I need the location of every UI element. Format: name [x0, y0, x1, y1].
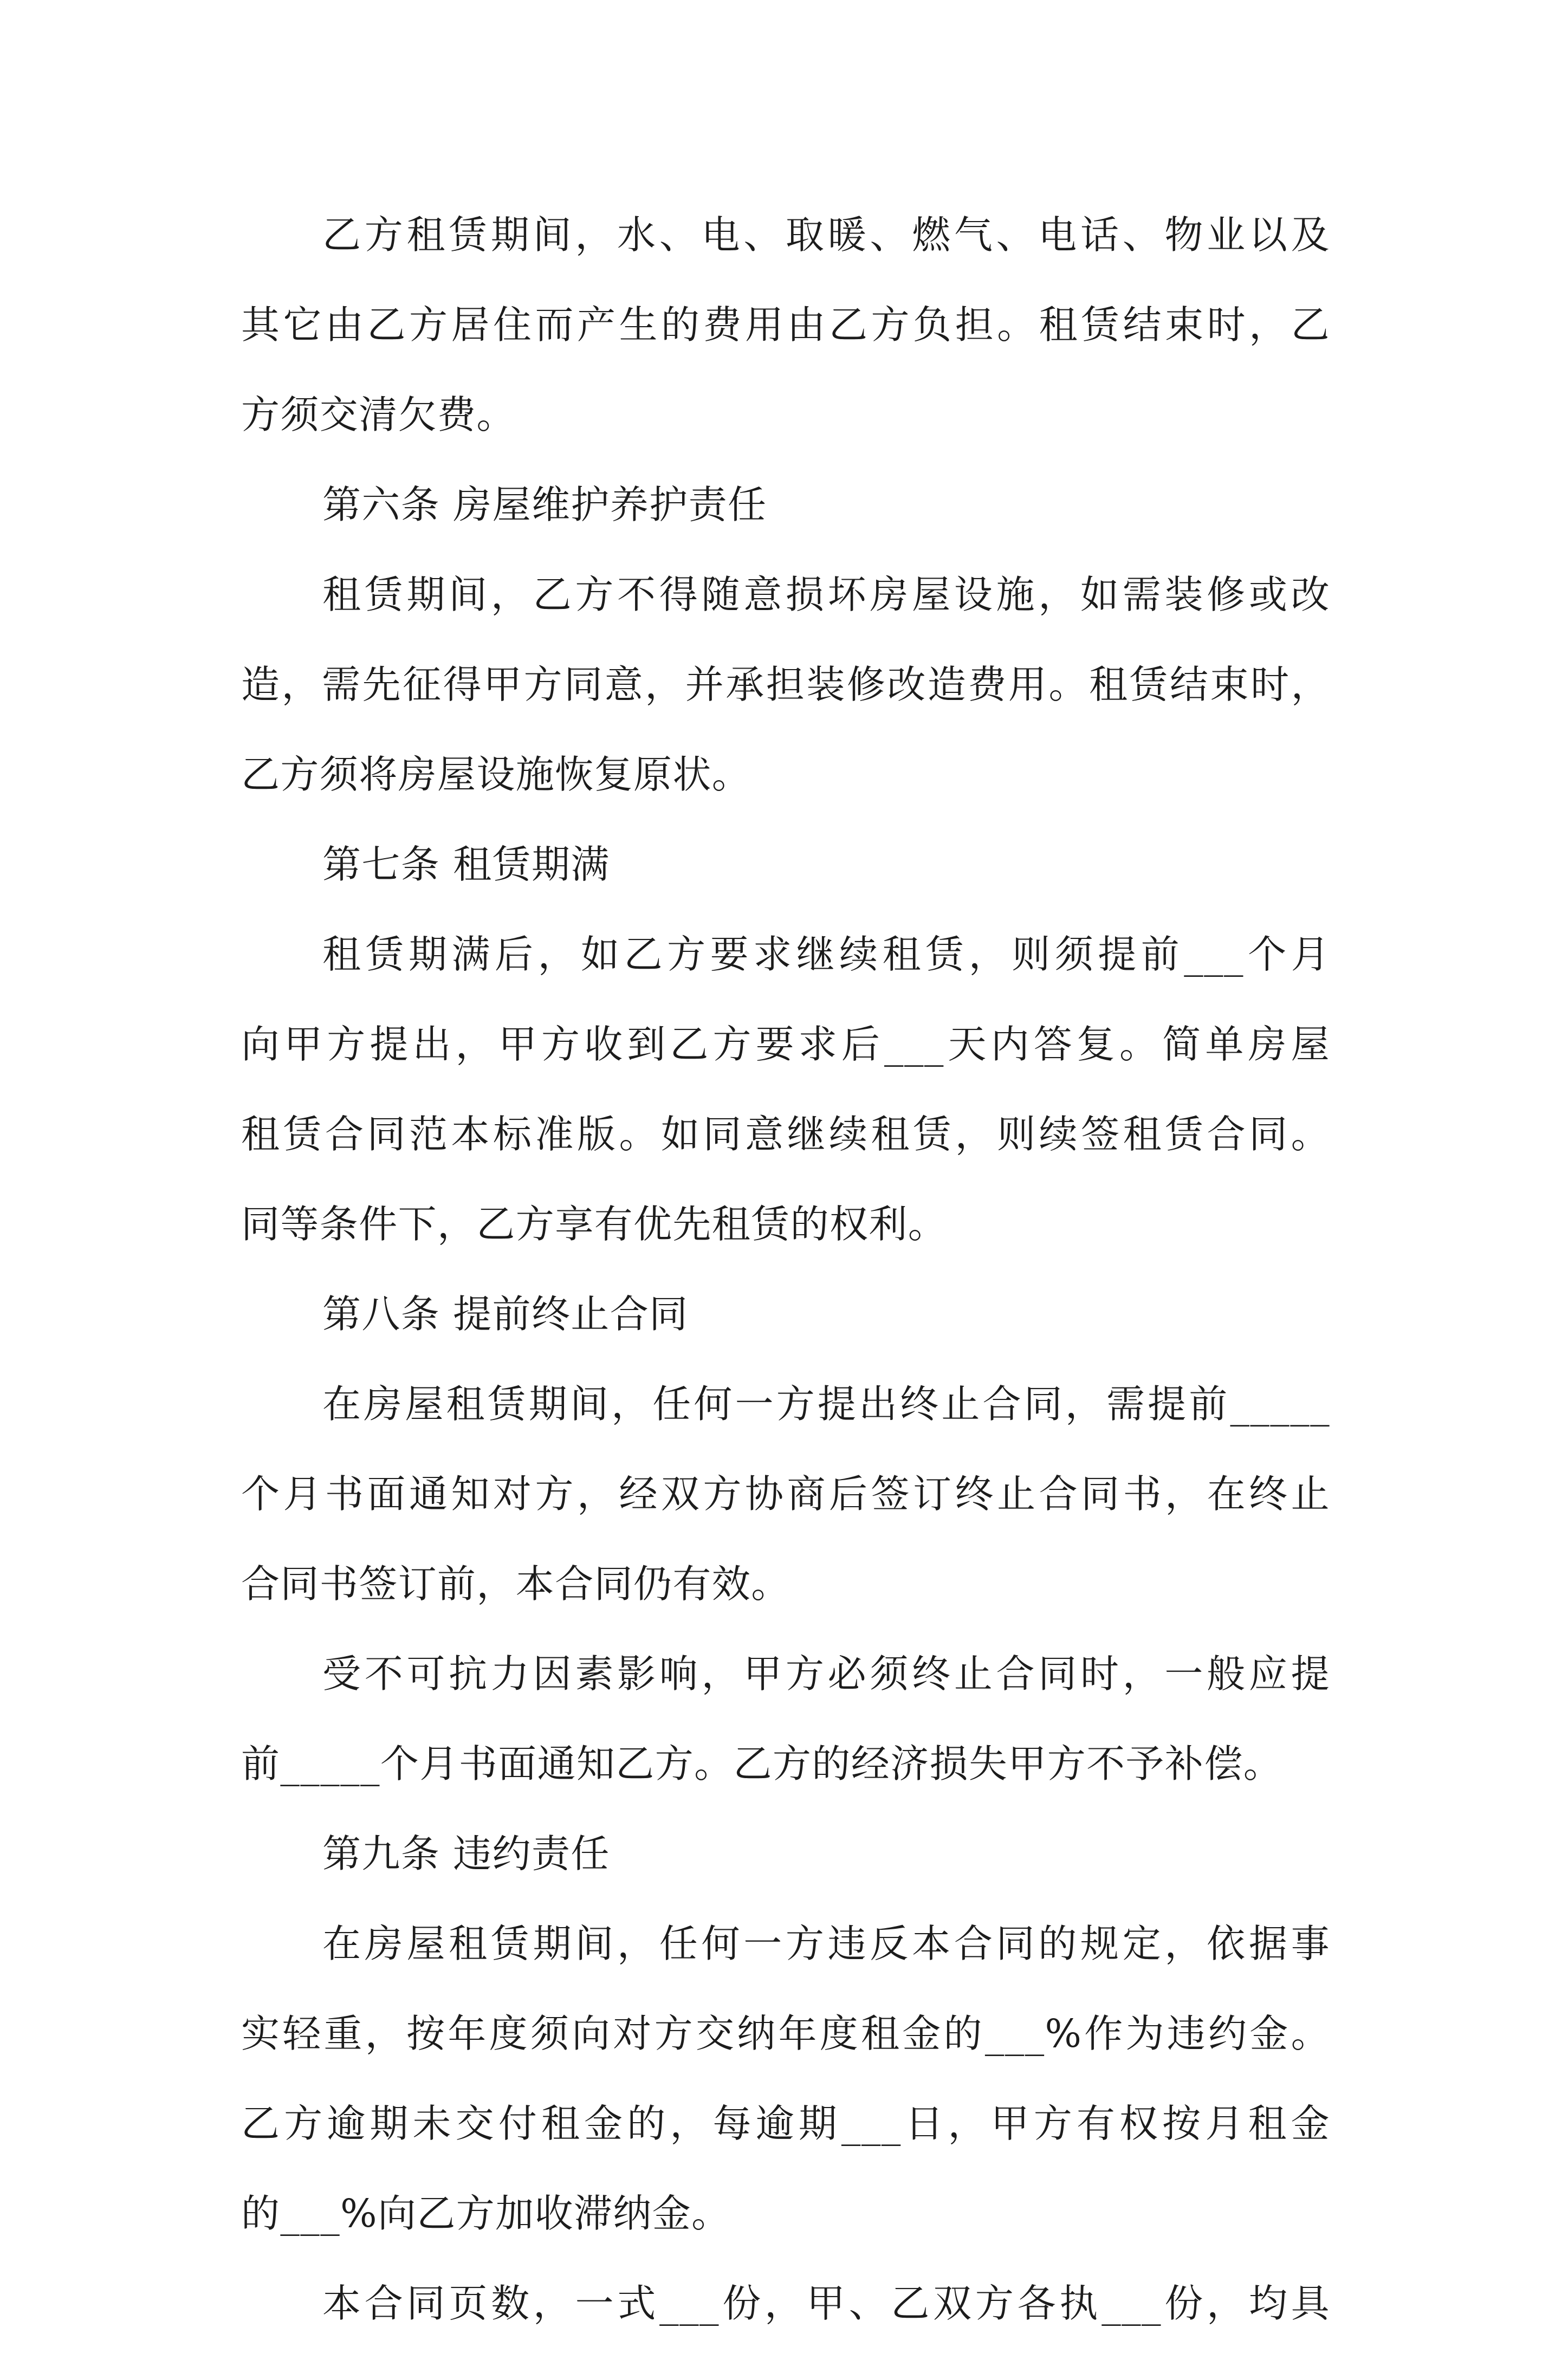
paragraph-line: 租赁期间，乙方不得随意损坏房屋设施，如需装修或改	[322, 572, 1330, 617]
paragraph-line: 乙方须将房屋设施恢复原状。	[241, 752, 751, 797]
document-body	[241, 202, 1330, 2360]
paragraph-line: 方须交清欠费。	[241, 392, 516, 437]
paragraph-line: 合同书签订前，本合同仍有效。	[241, 1561, 791, 1606]
paragraph-line: 在房屋租赁期间，任何一方违反本合同的规定，依据事	[322, 1921, 1330, 1966]
paragraph-line: 受不可抗力因素影响，甲方必须终止合同时，一般应提	[322, 1651, 1330, 1696]
paragraph-line: 造，需先征得甲方同意，并承担装修改造费用。租赁结束时，	[241, 662, 1330, 707]
paragraph-line: 个月书面通知对方，经双方协商后签订终止合同书，在终止	[241, 1471, 1330, 1516]
paragraph-line: 其它由乙方居住而产生的费用由乙方负担。租赁结束时，乙	[241, 302, 1330, 347]
paragraph-line: 同等条件下，乙方享有优先租赁的权利。	[241, 1202, 948, 1247]
paragraph-line: 实轻重，按年度须向对方交纳年度租金的___%作为违约金。	[241, 2011, 1330, 2056]
paragraph-line: 的___%向乙方加收滞纳金。	[241, 2191, 731, 2236]
paragraph-line: 向甲方提出，甲方收到乙方要求后___天内答复。简单房屋	[241, 1022, 1330, 1067]
paragraph-line: 本合同页数，一式___份，甲、乙双方各执___份，均具	[322, 2281, 1330, 2326]
paragraph-line: 前_____个月书面通知乙方。乙方的经济损失甲方不予补偿。	[241, 1741, 1283, 1786]
paragraph-line: 乙方租赁期间，水、电、取暖、燃气、电话、物业以及	[322, 212, 1330, 257]
paragraph-line: 在房屋租赁期间，任何一方提出终止合同，需提前_____	[322, 1382, 1330, 1427]
paragraph-line: 乙方逾期未交付租金的，每逾期___日，甲方有权按月租金	[241, 2101, 1330, 2146]
article-heading: 第七条 租赁期满	[322, 842, 610, 887]
article-heading: 第八条 提前终止合同	[322, 1292, 689, 1337]
article-heading: 第六条 房屋维护养护责任	[322, 482, 767, 527]
article-heading: 第九条 违约责任	[322, 1831, 610, 1876]
paragraph-line: 租赁合同范本标准版。如同意继续租赁，则续签租赁合同。	[241, 1112, 1330, 1157]
paragraph-line: 租赁期满后，如乙方要求继续租赁，则须提前___个月	[322, 932, 1330, 977]
